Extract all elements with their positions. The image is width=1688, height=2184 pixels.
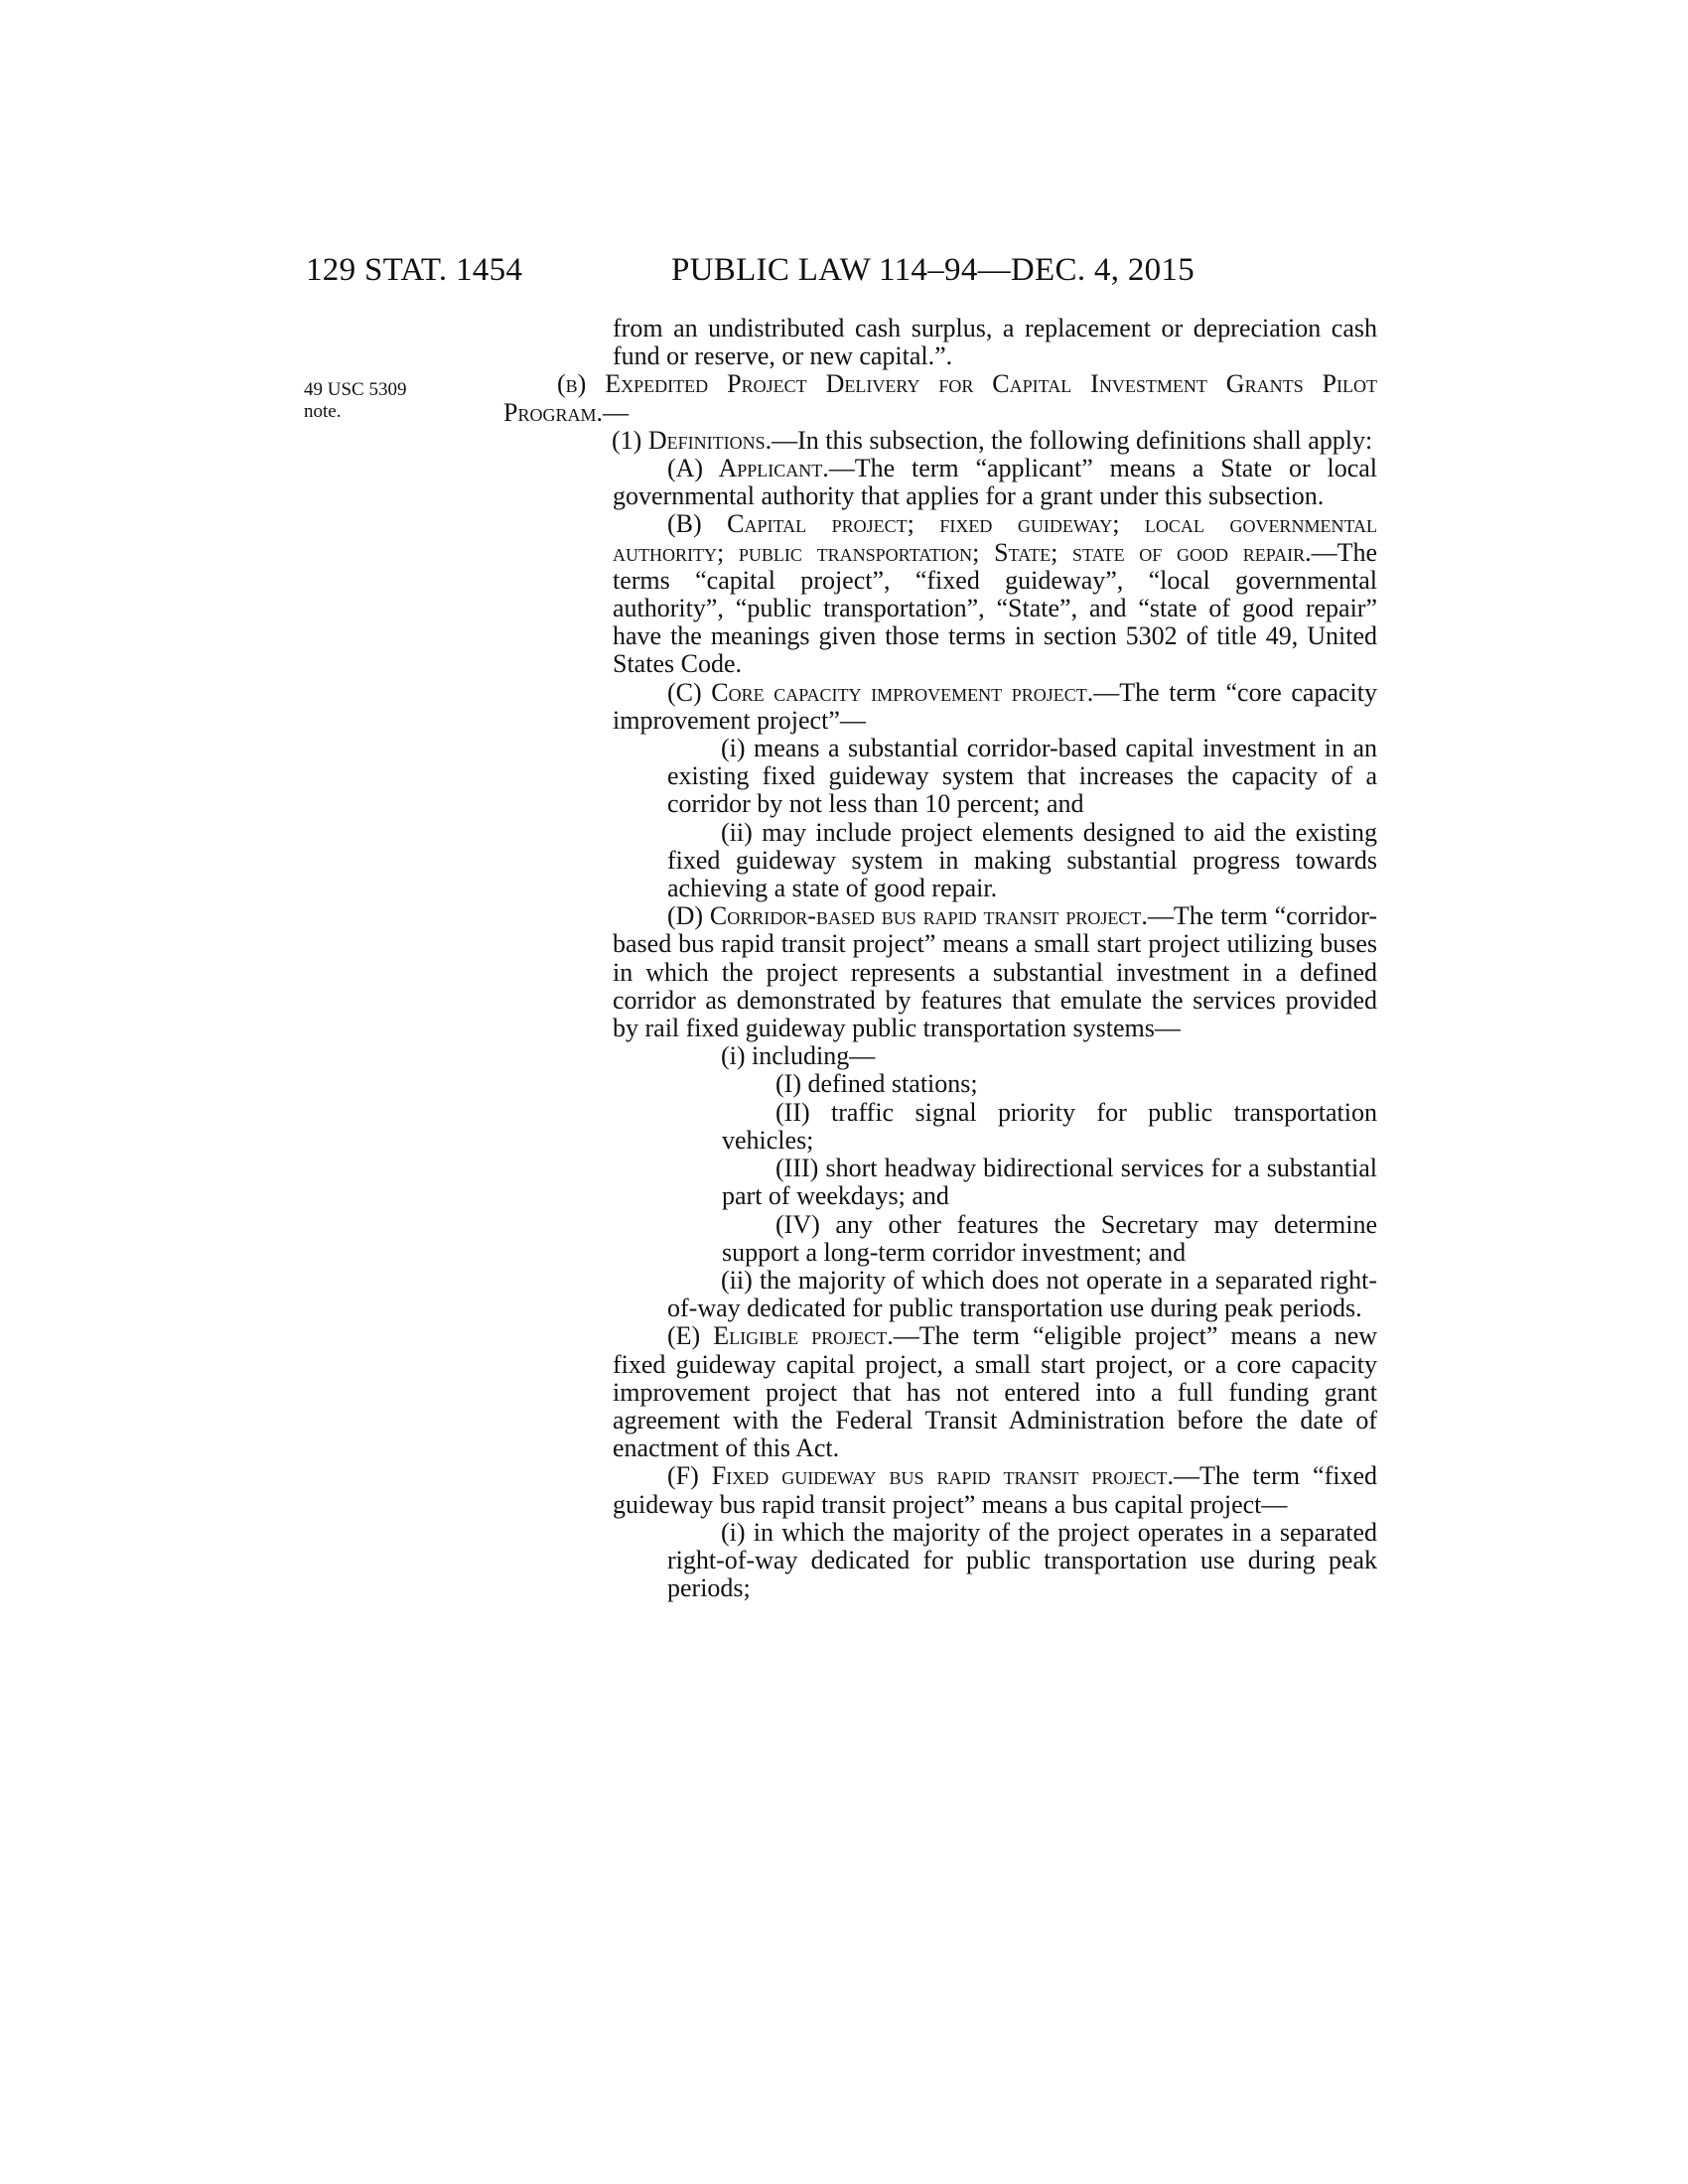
subclause-d-i-II: (II) traffic signal priority for public transportation vehicles;: [722, 1097, 1377, 1155]
paragraph-1-definitions: [503, 427, 1377, 455]
clause-c-i: (i) means a substantial corridor-based capital investment in an existing fixed guideway system that increases the capacity of a corridor by not less than 10 percent; and: [667, 734, 1377, 819]
definition-a-text: —The term “applicant” means a State or local governmental authority that applies for a grant under this subsection.: [613, 454, 1377, 511]
margin-note: [304, 379, 453, 423]
clause-f-i: (i) in which the majority of the project operates in a separated right-of-way dedicated for public transportation use during peak periods;: [667, 1517, 1377, 1603]
definition-f-heading: (F) Fixed guideway bus rapid transit project.: [667, 1461, 1174, 1491]
clause-c-ii: (ii) may include project elements designed to aid the existing fixed guideway system in making substantial progress towards achieving a state of good repair.: [667, 817, 1377, 903]
definition-e-text: —The term “eligible project” means a new fixed guideway capital project, a small start project, or a core capacity improvement project that has not entered into a full funding grant agreement with the Federal Transit Administration before the date of enactment of this Act.: [613, 1321, 1378, 1463]
definition-a-heading: (A) Applicant.: [667, 454, 829, 483]
definition-d-heading: (D) Corridor-based bus rapid transit project.: [667, 901, 1148, 931]
subsection-b-heading: [503, 370, 1377, 426]
margin-note-citation: 49 USC 5309: [304, 379, 407, 400]
subclause-d-i-III: (III) short headway bidirectional services for a substantial part of weekdays; and: [722, 1154, 1377, 1211]
definition-d-text: —The term “corridor-based bus rapid transit project” means a small start project utilizing buses in which the project represents a substantial investment in a defined corridor as demonstrated by features that emulate the services provided by rail fixed guideway public transportation systems—: [613, 901, 1378, 1043]
paragraph-continuation: from an undistributed cash surplus, a replacement or depreciation cash fund or reserve, or new capital.”.: [613, 314, 1377, 371]
subclause-d-i-I: (I) defined stations;: [775, 1069, 978, 1099]
definition-c-heading: (C) Core capacity improvement project.: [667, 677, 1094, 707]
page-title: PUBLIC LAW 114–94—DEC. 4, 2015: [671, 252, 1196, 288]
definition-f-fixed-guideway-brt: [503, 1462, 1377, 1518]
definition-d-corridor-brt: [503, 902, 1377, 1042]
definition-e-eligible-project: [503, 1322, 1377, 1462]
paragraph-1-text: —In this subsection, the following definitions shall apply:: [772, 425, 1373, 455]
page-number: 129 STAT. 1454: [306, 252, 523, 288]
definition-e-heading: (E) Eligible project.: [667, 1321, 894, 1351]
clause-d-i: (i) including—: [721, 1041, 876, 1071]
definition-b-capital-project: [503, 510, 1377, 678]
definition-f-text: —The term “fixed guideway bus rapid transit project” means a bus capital project—: [613, 1461, 1377, 1519]
clause-d-ii: (ii) the majority of which does not operate in a separated right-of-way dedicated for public transportation use during peak periods.: [667, 1265, 1377, 1323]
margin-note-suffix: note.: [304, 401, 342, 422]
subsection-b-heading-text: (b) Expedited Project Delivery for Capital Investment Grants Pilot Program.—: [503, 369, 1377, 427]
subclause-d-i-IV: (IV) any other features the Secretary may determine support a long-term corridor investment; and: [722, 1209, 1377, 1267]
definition-c-text: —The term “core capacity improvement project”—: [613, 677, 1377, 735]
definition-b-text: —The terms “capital project”, “fixed guideway”, “local governmental authority”, “public transportation”, “State”, and “state of good repair” have the meanings given those terms in section 5302 of title 49, United States Code.: [613, 537, 1377, 679]
definition-a-applicant: [503, 455, 1377, 510]
paragraph-1-heading: (1) Definitions.: [612, 425, 773, 455]
definition-c-core-capacity: [503, 679, 1377, 735]
definition-b-heading: (B) Capital project; fixed guideway; local governmental authority; public transportation; State; state of good repair.: [613, 509, 1377, 567]
statute-body: [503, 315, 1377, 1602]
